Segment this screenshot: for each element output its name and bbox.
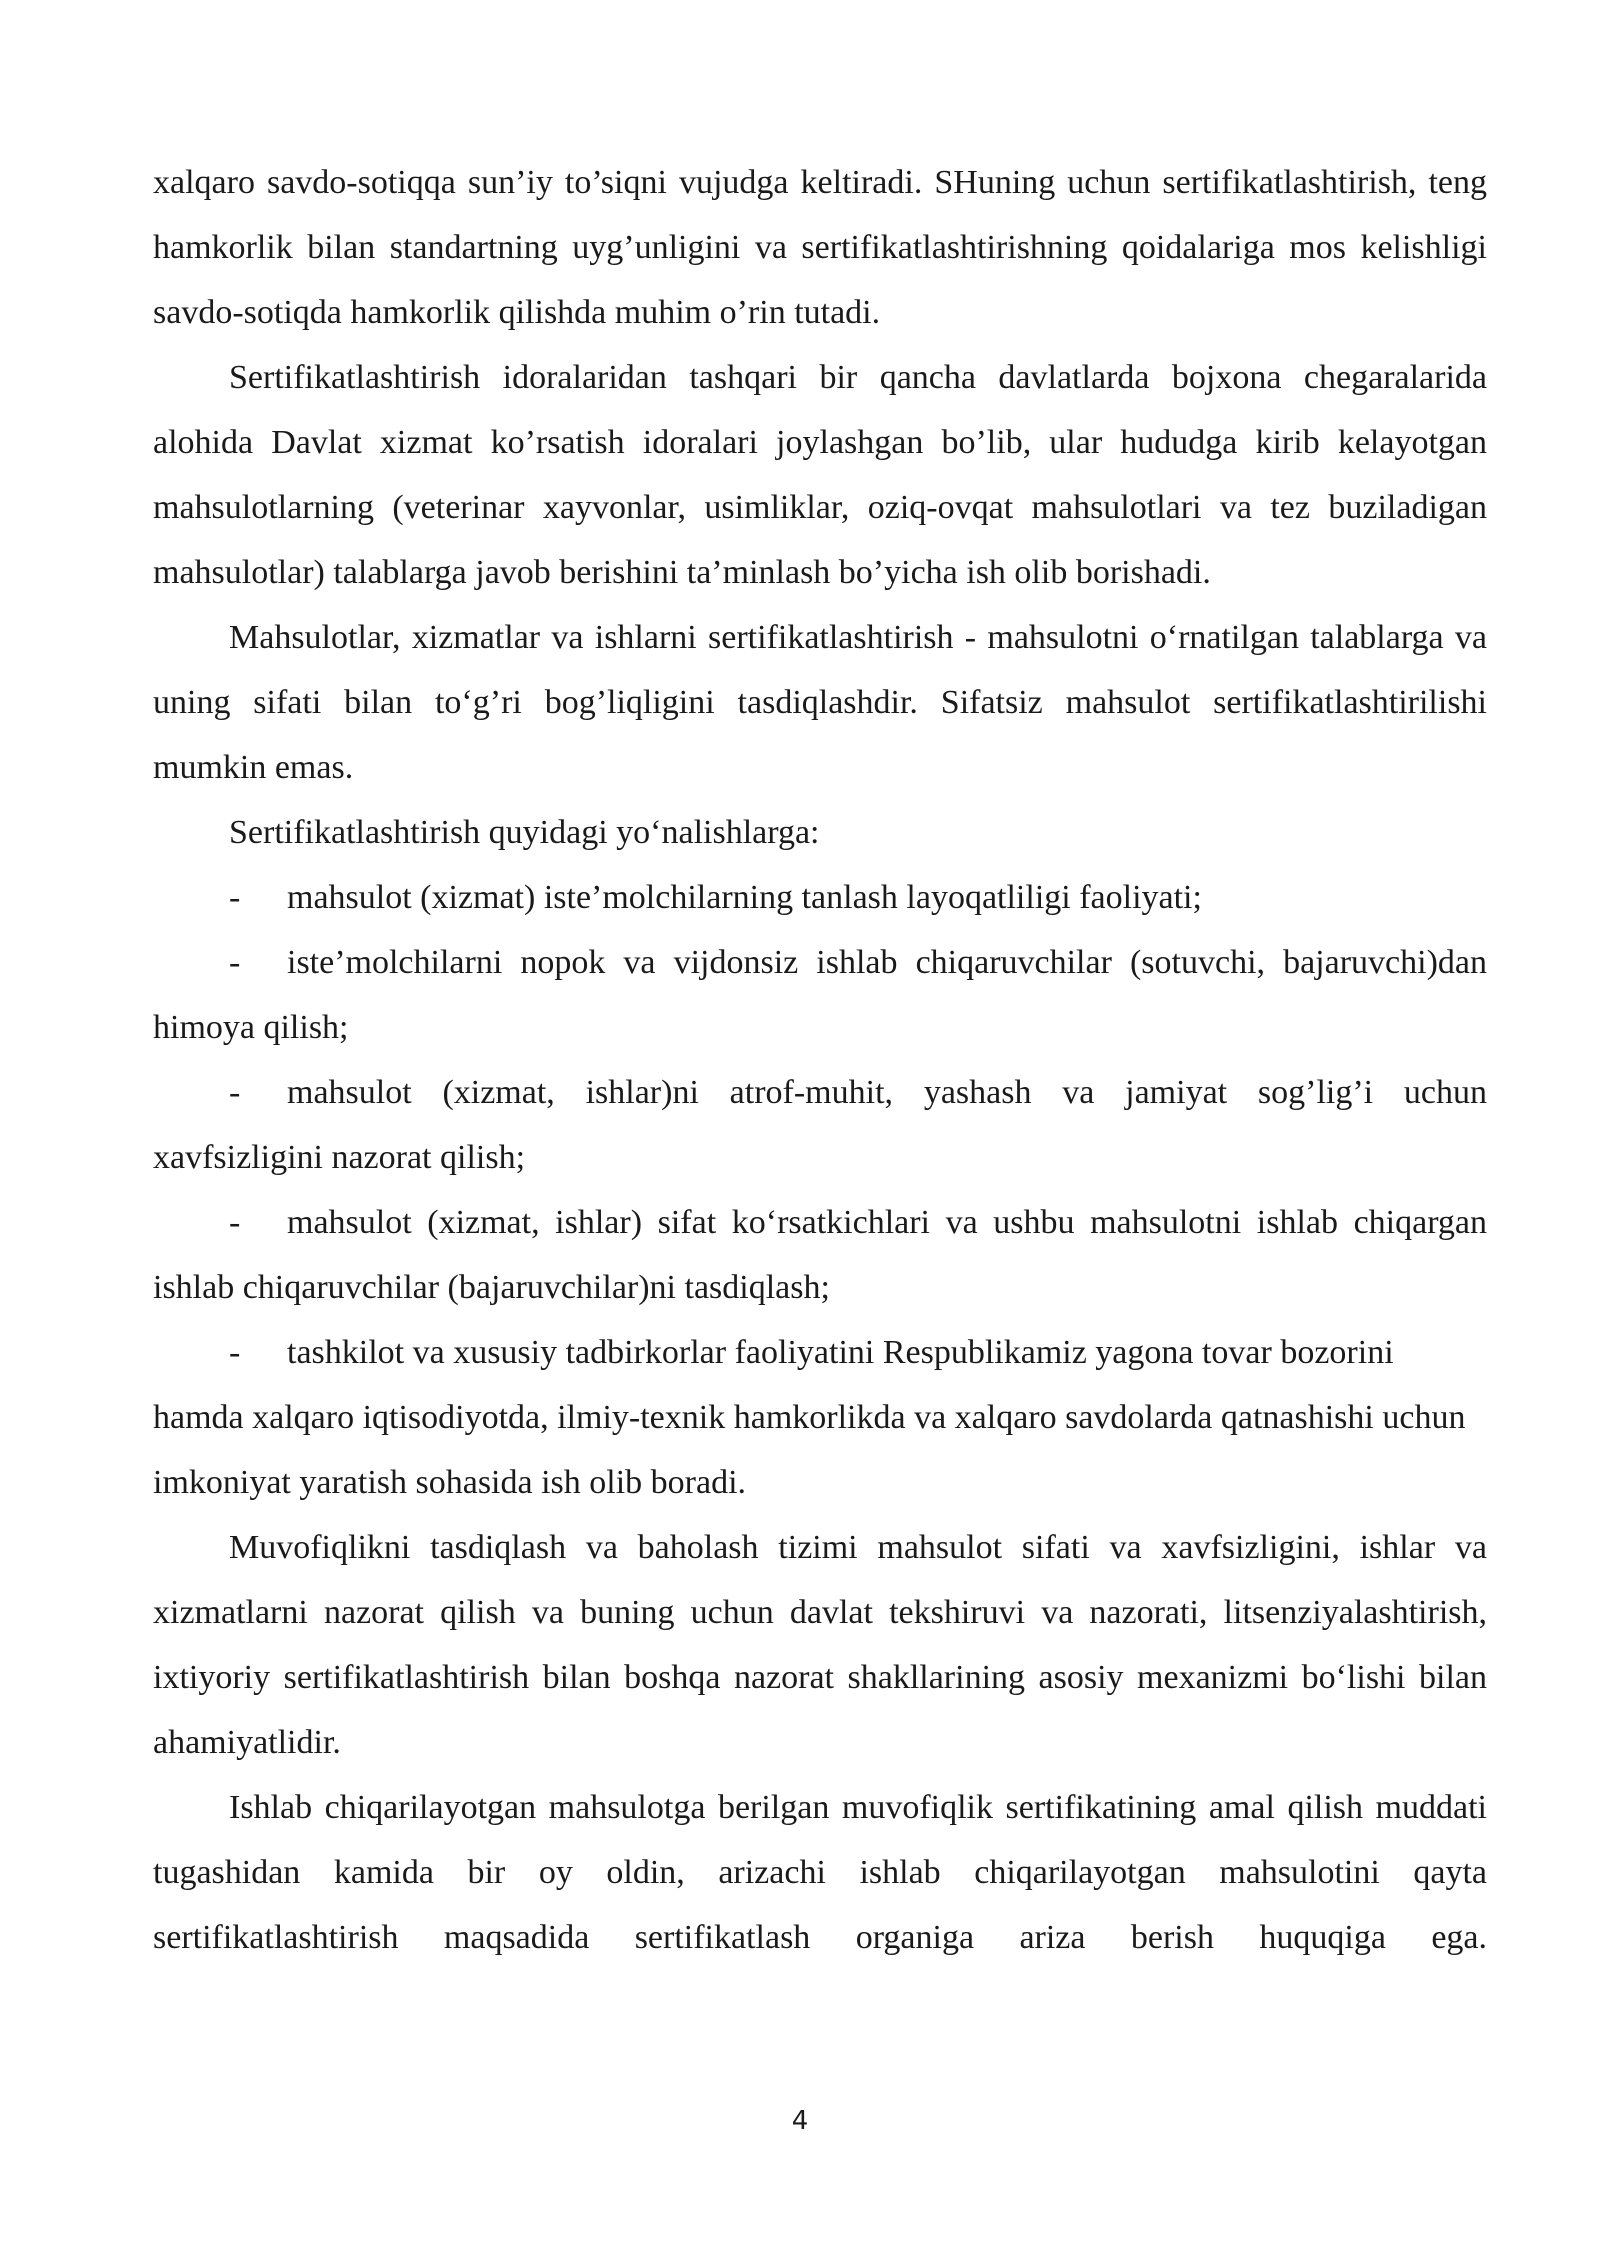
list-item: [153, 1190, 1487, 1320]
list-item-text: iste’molchilarni nopok va vijdonsiz ishlab chiqaruvchilar (sotuvchi, bajaruvchi)dan himoya qilish;: [153, 944, 1487, 1046]
list-dash: -: [229, 1074, 241, 1111]
list-dash: -: [229, 944, 241, 981]
paragraph-conformity-system: Muvofiqlikni tasdiqlash va baholash tizimi mahsulot sifati va xavfsizligini, ishlar va xizmatlarni nazorat qilish va buning uchun davlat tekshiruvi va nazorati, litsenziyalashtirish, ixtiyoriy sertifikatlashtirish bilan boshqa nazorat shakllarining asosiy mexanizmi bo‘lishi bilan ahamiyatlidir.: [153, 1529, 1487, 1761]
paragraph-directions-intro: Sertifikatlashtirish quyidagi yo‘nalishlarga:: [229, 814, 820, 851]
page-number: 4: [791, 2106, 809, 2136]
list-item: [153, 1060, 1487, 1190]
list-item: [153, 930, 1487, 1060]
directions-list: [153, 865, 1487, 1515]
list-item: [153, 865, 1487, 930]
list-dash: -: [229, 1204, 241, 1241]
paragraph-continued: xalqaro savdo-sotiqqa sun’iy to’siqni vujudga keltiradi. SHuning uchun sertifikatlashtirish, teng hamkorlik bilan standartning uyg’unligini va sertifikatlashtirishning qoidalariga mos kelishligi savdo-sotiqda hamkorlik qilishda muhim o’rin tutadi.: [153, 164, 1487, 331]
paragraph-certification-definition: Mahsulotlar, xizmatlar va ishlarni sertifikatlashtirish - mahsulotni o‘rnatilgan talablarga va uning sifati bilan to‘g’ri bog’liqligini tasdiqlashdir. Sifatsiz mahsulot sertifikatlashtirilishi mumkin emas.: [153, 619, 1487, 786]
list-item: [153, 1320, 1487, 1515]
paragraph-border-services: Sertifikatlashtirish idoralaridan tashqari bir qancha davlatlarda bojxona chegaralarida alohida Davlat xizmat ko’rsatish idoralari joylashgan bo’lib, ular hududga kirib kelayotgan mahsulotlarning (veterinar xayvonlar, usimliklar, oziq-ovqat mahsulotlari va tez buziladigan mahsulotlar) talablarga javob berishini ta’minlash bo’yicha ish olib borishadi.: [153, 359, 1487, 591]
list-item-text: mahsulot (xizmat) iste’molchilarning tanlash layoqatliligi faoliyati;: [287, 879, 1202, 916]
page-body: [153, 150, 1487, 1970]
list-item-text: mahsulot (xizmat, ishlar)ni atrof-muhit, yashash va jamiyat sog’lig’i uchun xavfsizligini nazorat qilish;: [153, 1074, 1487, 1176]
list-item-text: tashkilot va xususiy tadbirkorlar faoliyatini Respublikamiz yagona tovar bozorini hamda xalqaro iqtisodiyotda, ilmiy-texnik hamkorlikda va xalqaro savdolarda qatnashishi uchun imkoniyat yaratish sohasida ish olib boradi.: [153, 1334, 1466, 1501]
list-dash: -: [229, 1334, 241, 1371]
list-dash: -: [229, 879, 241, 916]
paragraph-recertification: Ishlab chiqarilayotgan mahsulotga berilgan muvofiqlik sertifikatining amal qilish muddati tugashidan kamida bir oy oldin, arizachi ishlab chiqarilayotgan mahsulotini qayta sertifikatlashtirish maqsadida sertifikatlash organiga ariza berish huquqiga ega.: [153, 1789, 1487, 1956]
list-item-text: mahsulot (xizmat, ishlar) sifat ko‘rsatkichlari va ushbu mahsulotni ishlab chiqargan ishlab chiqaruvchilar (bajaruvchilar)ni tasdiqlash;: [153, 1204, 1487, 1306]
